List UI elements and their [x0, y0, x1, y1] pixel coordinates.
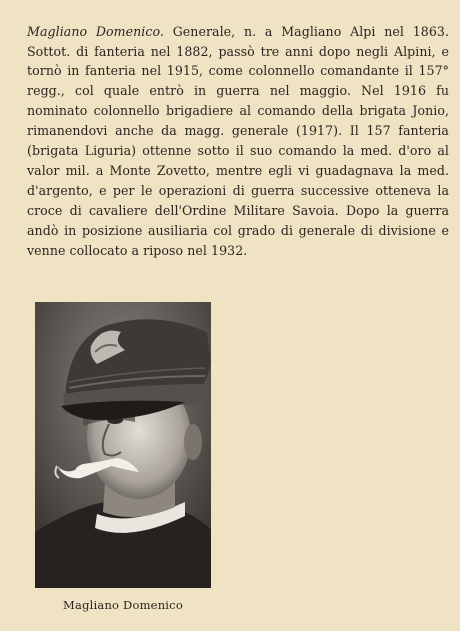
entry-body: Generale, n. a Magliano Alpi nel 1863. Sottot. di fanteria nel 1882, passò tre anni dopo negli Alpini, e tornò in fanteria nel 1915, come colonnello comandante il 157° regg., col quale entrò in guerra nel maggio. Nel 1916 fu nominato colonnello brigadiere al comando della brigata Jonio, rimanendovi anche da magg. generale (1917). Il 157 fanteria (brigata Liguria) ottenne sotto il suo comando la med. d'oro al valor mil. a Monte Zovetto, mentre egli vi guadagnava la med. d'argento, e per le operazioni di guerra successive otteneva la croce di cavaliere dell'Ordine Militare Savoia. Dopo la guerra andò in posizione ausiliaria col grado di generale di divisione e venne collocato a riposo nel 1932. — [27, 23, 450, 258]
portrait-illustration — [35, 302, 211, 588]
portrait-photo — [35, 302, 211, 588]
portrait-caption: Magliano Domenico — [63, 598, 183, 612]
biography-entry — [27, 22, 449, 261]
entry-name: Magliano Domenico. — [27, 23, 164, 39]
